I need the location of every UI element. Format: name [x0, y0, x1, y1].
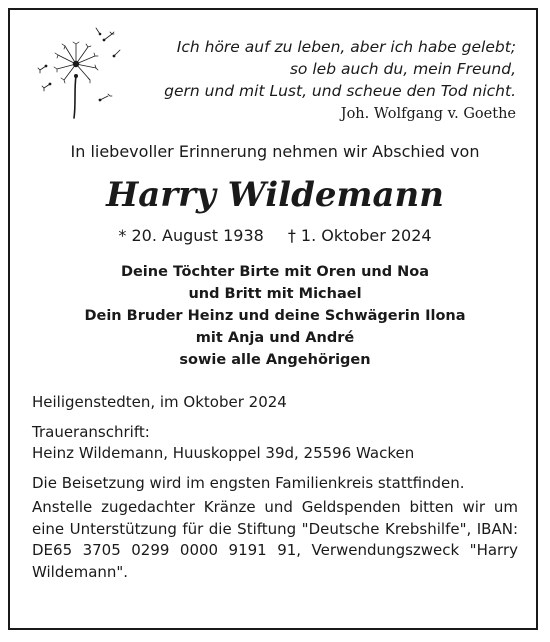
quote-line: Ich höre auf zu leben, aber ich habe gelebt;: [176, 38, 516, 56]
mourner-line: Dein Bruder Heinz und deine Schwägerin Ilona: [84, 308, 466, 324]
mourner-line: sowie alle Angehörigen: [179, 352, 371, 368]
address-value: Heinz Wildemann, Huuskoppel 39d, 25596 Wacken: [32, 444, 415, 462]
address-label: Traueranschrift:: [32, 422, 150, 441]
burial-note: Die Beisetzung wird im engsten Familienkreis stattfinden.: [32, 473, 465, 492]
dandelion-icon: [30, 26, 126, 122]
deceased-name: Harry Wildemann: [106, 175, 444, 215]
death-date: † 1. Oktober 2024: [287, 226, 432, 245]
mourner-line: Deine Töchter Birte mit Oren und Noa: [120, 264, 430, 280]
intro-text: In liebevoller Erinnerung nehmen wir Abschied von: [70, 142, 480, 161]
goethe-quote: [116, 36, 516, 102]
birth-date: * 20. August 1938: [118, 226, 264, 245]
mourner-line: mit Anja und André: [195, 330, 355, 346]
quote-author: Joh. Wolfgang v. Goethe: [340, 106, 516, 122]
donation-note: Anstelle zugedachter Kränze und Geldspenden bitten wir um eine Unterstützung für die Stiftung "Deutsche Krebshilfe", IBAN: DE65 3705 0299 0000 9191 91, Verwendungszweck "Harry Wildemann".: [32, 498, 518, 581]
quote-line: gern und mit Lust, und scheue den Tod nicht.: [164, 82, 516, 100]
mourner-line: und Britt mit Michael: [188, 286, 362, 302]
mourners-list: [0, 261, 550, 371]
place-date: Heiligenstedten, im Oktober 2024: [32, 393, 287, 411]
life-dates: [0, 224, 550, 248]
quote-line: so leb auch du, mein Freund,: [289, 60, 516, 78]
obituary-body: [32, 392, 518, 583]
